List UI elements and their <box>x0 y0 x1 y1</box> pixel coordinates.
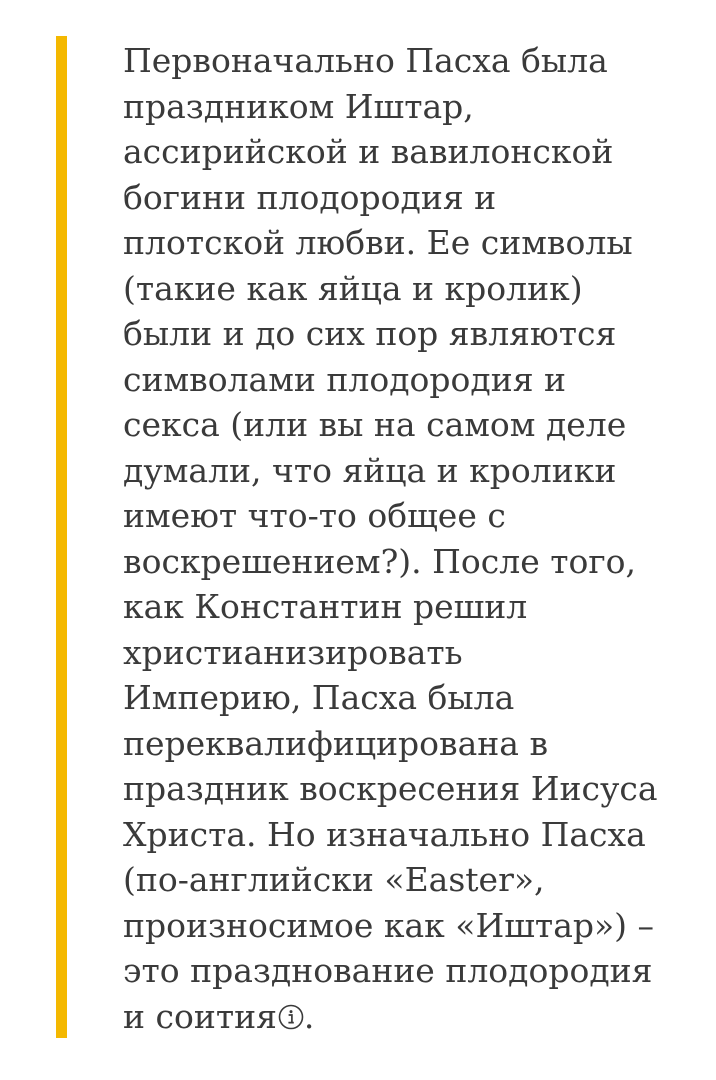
quote-line: христианизировать <box>123 632 463 672</box>
quote-line: праздником Иштар, <box>123 86 474 126</box>
quote-last-line-text: и соития <box>123 996 277 1036</box>
quote-line: воскрешением?). После того, <box>123 541 637 581</box>
quote-line: как Константин решил <box>123 587 528 626</box>
quote-line: символами плодородия и <box>123 359 567 399</box>
quote-line: секса (или вы на самом деле <box>123 405 627 444</box>
info-circle-icon[interactable] <box>278 1004 304 1030</box>
quote-line: праздник воскресения Иисуса <box>123 769 658 808</box>
quote-last-line <box>123 994 703 1040</box>
quote-line: (по-английски «Easter», <box>123 860 545 899</box>
quote-line: имеют что-то общее с <box>123 496 506 535</box>
quote-line: думали, что яйца и кролики <box>123 450 617 490</box>
quote-line: Первоначально Пасха была <box>123 41 608 80</box>
quote-text <box>123 38 703 1039</box>
quote-line: переквалифицирована в <box>123 723 549 763</box>
quote-accent-bar <box>56 36 67 1038</box>
quote-line: ассирийской и вавилонской <box>123 132 614 171</box>
quote-line: плотской любви. Ее символы <box>123 223 633 262</box>
quote-line: были и до сих пор являются <box>123 314 617 353</box>
quote-line: это празднование плодородия <box>123 951 653 990</box>
quote-line: Империю, Пасха была <box>123 678 515 717</box>
quote-line: произносимое как «Иштар») – <box>123 905 655 945</box>
quote-line: богини плодородия и <box>123 177 497 217</box>
quote-line: Христа. Но изначально Пасха <box>123 814 646 854</box>
quote-last-line-end: . <box>303 996 315 1036</box>
quote-line: (такие как яйца и кролик) <box>123 268 583 308</box>
